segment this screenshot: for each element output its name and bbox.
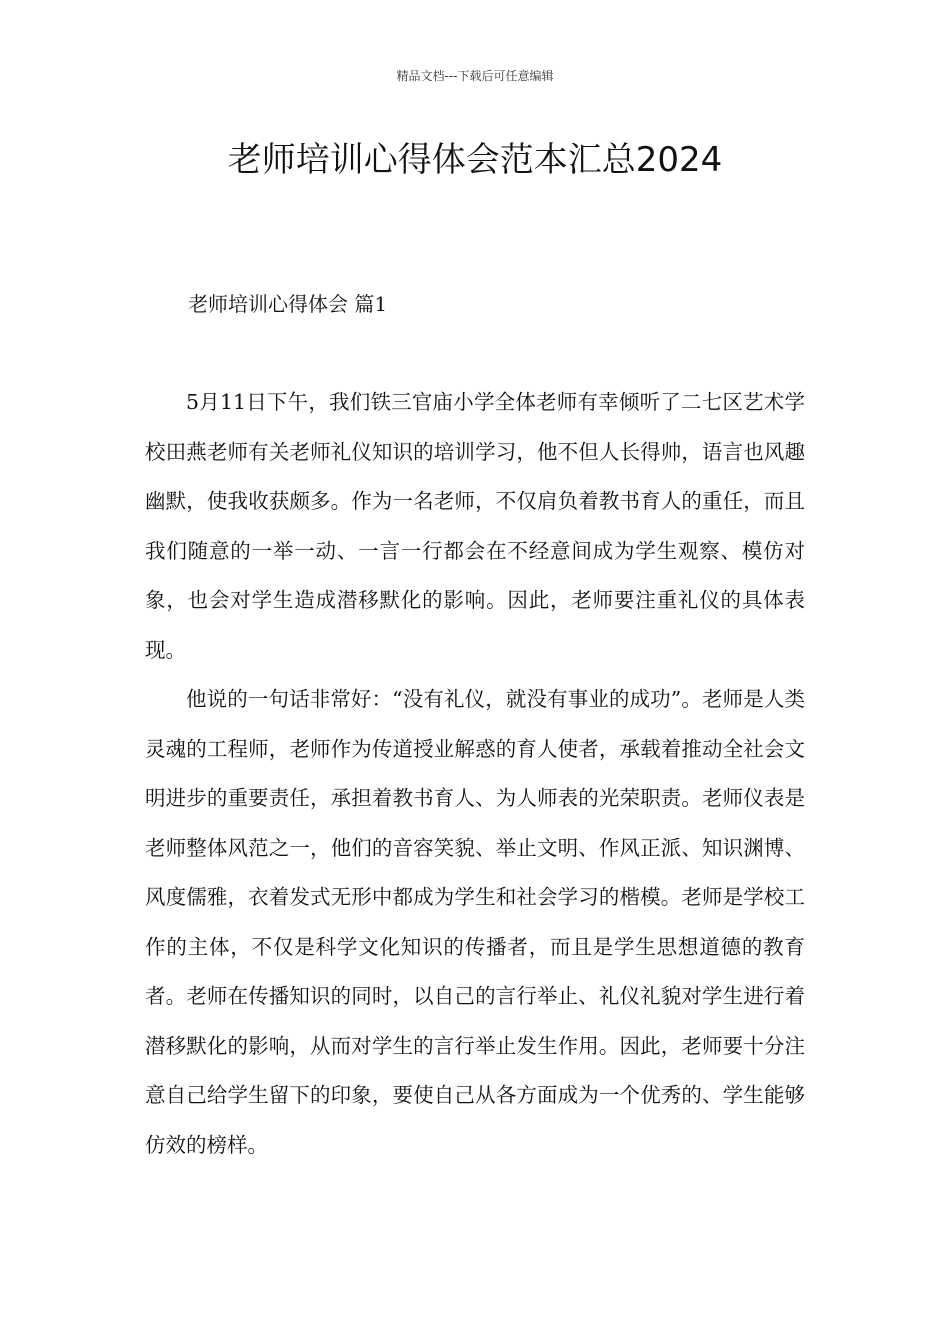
body-text <box>145 378 805 1170</box>
paragraph-2: 他说的一句话非常好：“没有礼仪，就没有事业的成功”。老师是人类灵魂的工程师，老师作为传道授业解惑的育人使者，承载着推动全社会文明进步的重要责任，承担着教书育人、为人师表的光荣职责。老师仪表是老师整体风范之一，他们的音容笑貌、举止文明、作风正派、知识渊博、风度儒雅，衣着发式无形中都成为学生和社会学习的楷模。老师是学校工作的主体，不仅是科学文化知识的传播者，而且是学生思想道德的教育者。老师在传播知识的同时，以自己的言行举止、礼仪礼貌对学生进行着潜移默化的影响，从而对学生的言行举止发生作用。因此，老师要十分注意自己给学生留下的印象，要使自己从各方面成为一个优秀的、学生能够仿效的榜样。 <box>145 687 805 1157</box>
page-header-note: 精品文档---下载后可任意编辑 <box>396 69 554 83</box>
paragraph-1: 5月11日下午，我们铁三官庙小学全体老师有幸倾听了二七区艺术学校田燕老师有关老师礼仪知识的培训学习，他不但人长得帅，语言也风趣幽默，使我收获颇多。作为一名老师，不仅肩负着教书育人的重任，而且我们随意的一举一动、一言一行都会在不经意间成为学生观察、模仿对象，也会对学生造成潜移默化的影响。因此，老师要注重礼仪的具体表现。 <box>145 390 805 662</box>
document-title: 老师培训心得体会范本汇总2024 <box>227 140 723 180</box>
section-heading: 老师培训心得体会 篇1 <box>188 292 388 316</box>
